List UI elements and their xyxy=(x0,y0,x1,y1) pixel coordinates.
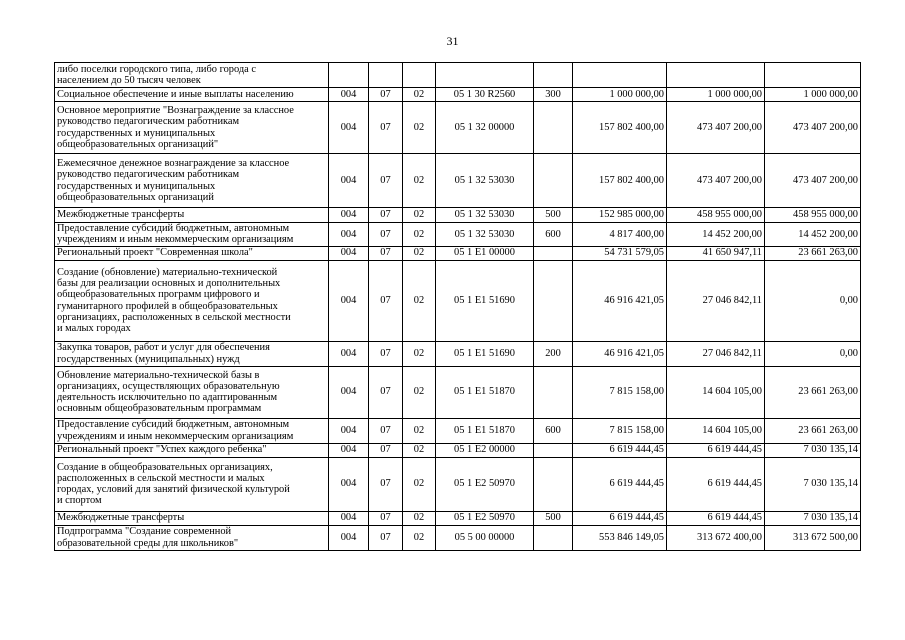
cell-amount-year1: 54 731 579,05 xyxy=(573,246,667,260)
cell-name-line: образовательной среды для школьников" xyxy=(57,537,239,549)
cell-gr: 004 xyxy=(329,443,369,457)
cell-name xyxy=(55,525,329,550)
table-row xyxy=(55,341,861,366)
cell-amount-year1: 152 985 000,00 xyxy=(573,208,667,223)
cell-name-line: учреждениям и иным некоммерческим организациям xyxy=(57,430,294,442)
cell-name-line: деятельность исключительно по адаптированным xyxy=(57,392,278,404)
cell-amount-year1: 6 619 444,45 xyxy=(573,443,667,457)
table-row xyxy=(55,366,861,418)
table-row xyxy=(55,102,861,154)
cell-name-line: базы для реализации основных и дополнительных xyxy=(57,278,281,289)
cell-vr: 200 xyxy=(534,341,573,366)
cell-pr: 02 xyxy=(403,260,436,341)
cell-pr: 02 xyxy=(403,418,436,443)
cell-amount-year1: 7 815 158,00 xyxy=(573,366,667,418)
cell-vr xyxy=(534,102,573,154)
cell-amount-year1: 46 916 421,05 xyxy=(573,260,667,341)
cell-amount-year3: 23 661 263,00 xyxy=(765,366,861,418)
cell-csr: 05 1 E1 51870 xyxy=(436,418,534,443)
cell-name-line: Обновление материально-технической базы в xyxy=(57,369,260,381)
cell-rz: 07 xyxy=(369,246,403,260)
cell-pr: 02 xyxy=(403,88,436,102)
cell-pr: 02 xyxy=(403,223,436,247)
cell-amount-year2: 6 619 444,45 xyxy=(667,457,765,511)
cell-name-line: организациях, осуществляющих образовательную xyxy=(57,380,280,392)
cell-amount-year2: 6 619 444,45 xyxy=(667,511,765,525)
cell-amount-year2: 14 604 105,00 xyxy=(667,418,765,443)
cell-name-line: организациях, расположенных в сельской местности xyxy=(57,311,291,323)
table-row xyxy=(55,223,861,247)
cell-gr: 004 xyxy=(329,341,369,366)
cell-amount-year1: 157 802 400,00 xyxy=(573,154,667,208)
cell-vr xyxy=(534,443,573,457)
cell-pr: 02 xyxy=(403,457,436,511)
cell-pr: 02 xyxy=(403,154,436,208)
cell-rz: 07 xyxy=(369,418,403,443)
cell-name-line: Подпрограмма "Создание современной xyxy=(57,526,232,538)
cell-name-line: общеобразовательных организаций xyxy=(57,191,214,203)
cell-name xyxy=(55,246,329,260)
cell-name-line: Социальное обеспечение и иные выплаты населению xyxy=(57,88,294,100)
cell-name-line: Закупка товаров, работ и услуг для обеспечения xyxy=(57,342,270,354)
cell-vr: 600 xyxy=(534,418,573,443)
cell-pr: 02 xyxy=(403,525,436,550)
table-row xyxy=(55,154,861,208)
cell-amount-year3: 7 030 135,14 xyxy=(765,457,861,511)
cell-gr: 004 xyxy=(329,511,369,525)
cell-name-line: общеобразовательных программ цифрового и xyxy=(57,289,260,301)
cell-amount-year3: 23 661 263,00 xyxy=(765,246,861,260)
cell-name-line: общеобразовательных организаций" xyxy=(57,138,219,150)
cell-amount-year1 xyxy=(573,63,667,88)
cell-name xyxy=(55,223,329,247)
cell-amount-year3: 473 407 200,00 xyxy=(765,154,861,208)
table-row xyxy=(55,457,861,511)
cell-amount-year1: 6 619 444,45 xyxy=(573,457,667,511)
cell-amount-year2: 458 955 000,00 xyxy=(667,208,765,223)
cell-name-line: учреждениям и иным некоммерческим организациям xyxy=(57,234,294,246)
cell-amount-year3: 23 661 263,00 xyxy=(765,418,861,443)
cell-amount-year2: 27 046 842,11 xyxy=(667,260,765,341)
cell-pr xyxy=(403,63,436,88)
cell-csr: 05 1 30 R2560 xyxy=(436,88,534,102)
cell-name-line: и малых городах xyxy=(57,323,131,335)
cell-rz xyxy=(369,63,403,88)
cell-name-line: Ежемесячное денежное вознаграждение за классное xyxy=(57,157,290,169)
cell-name-line: Основное мероприятие "Вознаграждение за классное xyxy=(57,104,294,116)
cell-name xyxy=(55,154,329,208)
cell-csr: 05 1 E1 51690 xyxy=(436,260,534,341)
cell-amount-year3: 473 407 200,00 xyxy=(765,102,861,154)
cell-amount-year2: 14 452 200,00 xyxy=(667,223,765,247)
cell-name xyxy=(55,418,329,443)
table-row xyxy=(55,208,861,223)
cell-rz: 07 xyxy=(369,88,403,102)
cell-name xyxy=(55,260,329,341)
cell-gr: 004 xyxy=(329,260,369,341)
cell-amount-year3: 14 452 200,00 xyxy=(765,223,861,247)
cell-name-line: руководство педагогическим работникам xyxy=(57,169,240,181)
cell-vr: 600 xyxy=(534,223,573,247)
cell-name-line: Региональный проект "Успех каждого ребенка" xyxy=(57,444,267,456)
cell-rz: 07 xyxy=(369,102,403,154)
cell-amount-year3: 313 672 500,00 xyxy=(765,525,861,550)
cell-csr: 05 1 32 53030 xyxy=(436,208,534,223)
cell-name xyxy=(55,341,329,366)
cell-name-line: руководство педагогическим работникам xyxy=(57,116,240,128)
table-row xyxy=(55,260,861,341)
cell-csr: 05 1 E1 51690 xyxy=(436,341,534,366)
cell-vr xyxy=(534,525,573,550)
cell-rz: 07 xyxy=(369,443,403,457)
cell-csr: 05 1 E2 50970 xyxy=(436,511,534,525)
cell-amount-year2 xyxy=(667,63,765,88)
cell-rz: 07 xyxy=(369,223,403,247)
cell-name-line: государственных (муниципальных) нужд xyxy=(57,353,240,365)
cell-amount-year2: 41 650 947,11 xyxy=(667,246,765,260)
cell-name-line: и спортом xyxy=(57,495,102,507)
cell-gr: 004 xyxy=(329,208,369,223)
cell-vr xyxy=(534,366,573,418)
cell-gr: 004 xyxy=(329,246,369,260)
cell-csr: 05 1 E2 00000 xyxy=(436,443,534,457)
cell-rz: 07 xyxy=(369,208,403,223)
cell-amount-year3: 1 000 000,00 xyxy=(765,88,861,102)
cell-csr: 05 1 E1 00000 xyxy=(436,246,534,260)
table-row xyxy=(55,511,861,525)
cell-name xyxy=(55,102,329,154)
cell-amount-year1: 157 802 400,00 xyxy=(573,102,667,154)
cell-amount-year3: 7 030 135,14 xyxy=(765,443,861,457)
cell-vr: 500 xyxy=(534,208,573,223)
cell-name xyxy=(55,457,329,511)
cell-rz: 07 xyxy=(369,260,403,341)
table-row xyxy=(55,525,861,550)
cell-gr: 004 xyxy=(329,223,369,247)
cell-vr xyxy=(534,457,573,511)
cell-name-line: городах, условий для занятий физической культурой xyxy=(57,484,290,496)
cell-gr: 004 xyxy=(329,366,369,418)
cell-name-line: государственных и муниципальных xyxy=(57,127,216,139)
cell-name-line: Создание в общеобразовательных организациях, xyxy=(57,461,273,473)
cell-amount-year1: 4 817 400,00 xyxy=(573,223,667,247)
cell-pr: 02 xyxy=(403,208,436,223)
cell-name-line: основным общеобразовательным программам xyxy=(57,403,262,415)
cell-name-line: Межбюджетные трансферты xyxy=(57,209,185,221)
cell-gr: 004 xyxy=(329,102,369,154)
cell-name-line: либо поселки городского типа, либо города с xyxy=(57,63,256,75)
cell-amount-year1: 46 916 421,05 xyxy=(573,341,667,366)
cell-amount-year2: 473 407 200,00 xyxy=(667,102,765,154)
cell-vr xyxy=(534,246,573,260)
page-number: 31 xyxy=(446,34,459,48)
cell-csr: 05 1 E2 50970 xyxy=(436,457,534,511)
cell-pr: 02 xyxy=(403,443,436,457)
cell-vr: 500 xyxy=(534,511,573,525)
cell-name xyxy=(55,63,329,88)
cell-pr: 02 xyxy=(403,511,436,525)
cell-pr: 02 xyxy=(403,341,436,366)
cell-amount-year3: 7 030 135,14 xyxy=(765,511,861,525)
cell-name-line: Региональный проект "Современная школа" xyxy=(57,247,253,259)
cell-rz: 07 xyxy=(369,366,403,418)
cell-amount-year3: 0,00 xyxy=(765,260,861,341)
cell-csr: 05 1 32 53030 xyxy=(436,154,534,208)
cell-gr: 004 xyxy=(329,525,369,550)
cell-rz: 07 xyxy=(369,457,403,511)
cell-vr xyxy=(534,260,573,341)
cell-csr: 05 1 32 00000 xyxy=(436,102,534,154)
cell-amount-year2: 313 672 400,00 xyxy=(667,525,765,550)
cell-name xyxy=(55,208,329,223)
cell-csr: 05 5 00 00000 xyxy=(436,525,534,550)
cell-csr xyxy=(436,63,534,88)
cell-name-line: гуманитарного профилей в общеобразовательных xyxy=(57,300,278,312)
table-row xyxy=(55,246,861,260)
cell-pr: 02 xyxy=(403,102,436,154)
budget-table xyxy=(54,62,861,551)
cell-pr: 02 xyxy=(403,246,436,260)
cell-vr xyxy=(534,154,573,208)
cell-name-line: населением до 50 тысяч человек xyxy=(57,75,201,86)
cell-name-line: Межбюджетные трансферты xyxy=(57,512,185,524)
cell-amount-year3: 458 955 000,00 xyxy=(765,208,861,223)
cell-csr: 05 1 E1 51870 xyxy=(436,366,534,418)
cell-vr: 300 xyxy=(534,88,573,102)
cell-rz: 07 xyxy=(369,154,403,208)
cell-amount-year1: 1 000 000,00 xyxy=(573,88,667,102)
cell-amount-year1: 553 846 149,05 xyxy=(573,525,667,550)
table-row xyxy=(55,88,861,102)
cell-rz: 07 xyxy=(369,511,403,525)
cell-csr: 05 1 32 53030 xyxy=(436,223,534,247)
cell-amount-year3 xyxy=(765,63,861,88)
cell-pr: 02 xyxy=(403,366,436,418)
cell-amount-year3: 0,00 xyxy=(765,341,861,366)
cell-rz: 07 xyxy=(369,525,403,550)
table-row xyxy=(55,443,861,457)
cell-amount-year2: 473 407 200,00 xyxy=(667,154,765,208)
table-row xyxy=(55,63,861,88)
cell-amount-year1: 7 815 158,00 xyxy=(573,418,667,443)
cell-gr: 004 xyxy=(329,457,369,511)
cell-gr: 004 xyxy=(329,154,369,208)
cell-gr xyxy=(329,63,369,88)
cell-amount-year2: 1 000 000,00 xyxy=(667,88,765,102)
table-row xyxy=(55,418,861,443)
cell-name xyxy=(55,366,329,418)
cell-gr: 004 xyxy=(329,88,369,102)
cell-name xyxy=(55,443,329,457)
cell-amount-year2: 27 046 842,11 xyxy=(667,341,765,366)
cell-name-line: Создание (обновление) материально-технической xyxy=(57,266,278,278)
cell-name-line: Предоставление субсидий бюджетным, автономным xyxy=(57,419,290,431)
cell-name xyxy=(55,511,329,525)
cell-name-line: государственных и муниципальных xyxy=(57,180,216,192)
cell-gr: 004 xyxy=(329,418,369,443)
cell-amount-year2: 14 604 105,00 xyxy=(667,366,765,418)
cell-name xyxy=(55,88,329,102)
cell-name-line: расположенных в сельской местности и малых xyxy=(57,472,265,484)
cell-name-line: Предоставление субсидий бюджетным, автономным xyxy=(57,223,290,234)
cell-vr xyxy=(534,63,573,88)
cell-amount-year2: 6 619 444,45 xyxy=(667,443,765,457)
cell-amount-year1: 6 619 444,45 xyxy=(573,511,667,525)
cell-rz: 07 xyxy=(369,341,403,366)
table-body xyxy=(55,63,861,551)
